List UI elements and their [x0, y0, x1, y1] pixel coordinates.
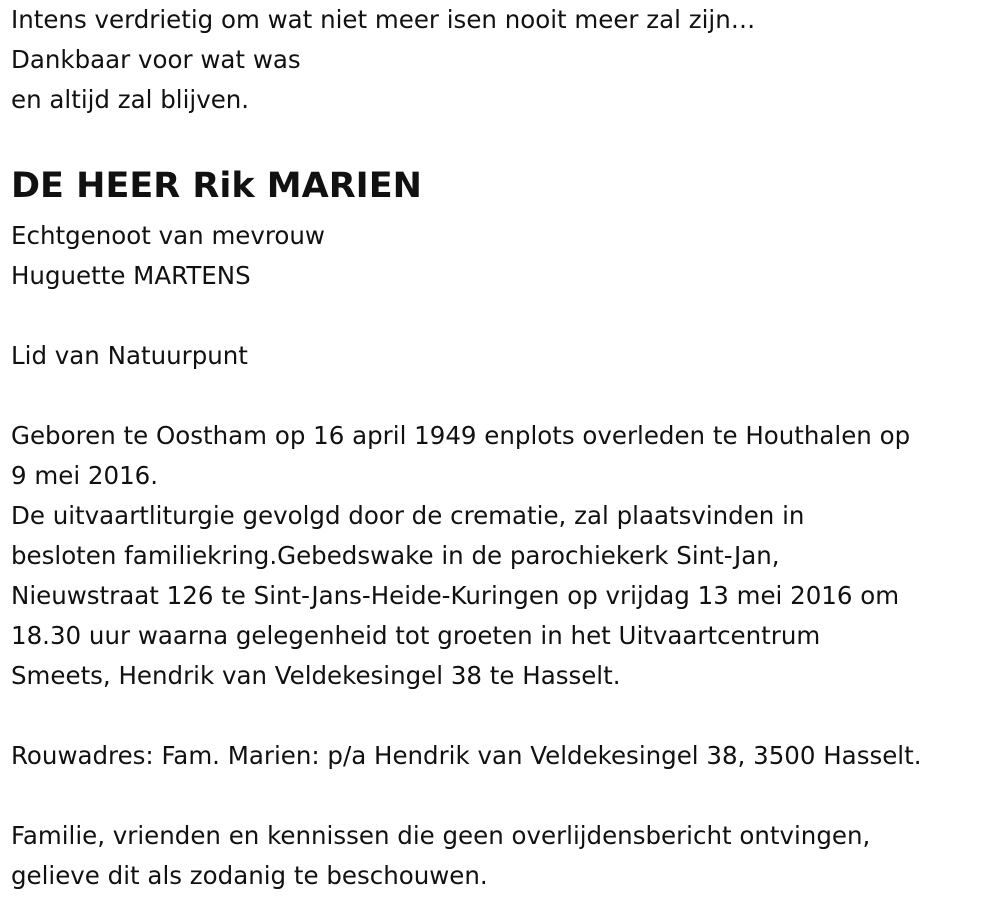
spouse-block	[11, 216, 996, 296]
spacer	[11, 776, 996, 816]
closing-paragraph	[11, 816, 996, 896]
details-line: besloten familiekring.Gebedswake in de parochiekerk Sint-Jan,	[11, 541, 780, 570]
membership-line: Lid van Natuurpunt	[11, 341, 248, 370]
intro-verse	[11, 0, 996, 120]
details-line: Nieuwstraat 126 te Sint-Jans-Heide-Kuringen op vrijdag 13 mei 2016 om	[11, 581, 900, 610]
spouse-line: Huguette MARTENS	[11, 261, 251, 290]
intro-line: Intens verdrietig om wat niet meer isen nooit meer zal zijn…	[11, 5, 756, 34]
mourning-address: Rouwadres: Fam. Marien: p/a Hendrik van Veldekesingel 38, 3500 Hasselt.	[11, 741, 922, 770]
details-line: 9 mei 2016.	[11, 461, 159, 490]
spacer	[11, 376, 996, 416]
closing-line: Familie, vrienden en kennissen die geen overlijdensbericht ontvingen,	[11, 821, 871, 850]
details-paragraph	[11, 416, 996, 696]
spacer	[11, 696, 996, 736]
obituary-notice	[11, 0, 996, 896]
closing-line: gelieve dit als zodanig te beschouwen.	[11, 861, 488, 890]
details-line: 18.30 uur waarna gelegenheid tot groeten in het Uitvaartcentrum	[11, 621, 821, 650]
details-line: Smeets, Hendrik van Veldekesingel 38 te Hasselt.	[11, 661, 621, 690]
spouse-line: Echtgenoot van mevrouw	[11, 221, 325, 250]
intro-line: en altijd zal blijven.	[11, 85, 250, 114]
details-line: De uitvaartliturgie gevolgd door de crematie, zal plaatsvinden in	[11, 501, 805, 530]
deceased-name-block	[11, 156, 996, 216]
intro-line: Dankbaar voor wat was	[11, 45, 301, 74]
details-line: Geboren te Oostham op 16 april 1949 enplots overleden te Houthalen op	[11, 421, 911, 450]
deceased-name: DE HEER Rik MARIEN	[11, 166, 422, 206]
spacer	[11, 296, 996, 336]
